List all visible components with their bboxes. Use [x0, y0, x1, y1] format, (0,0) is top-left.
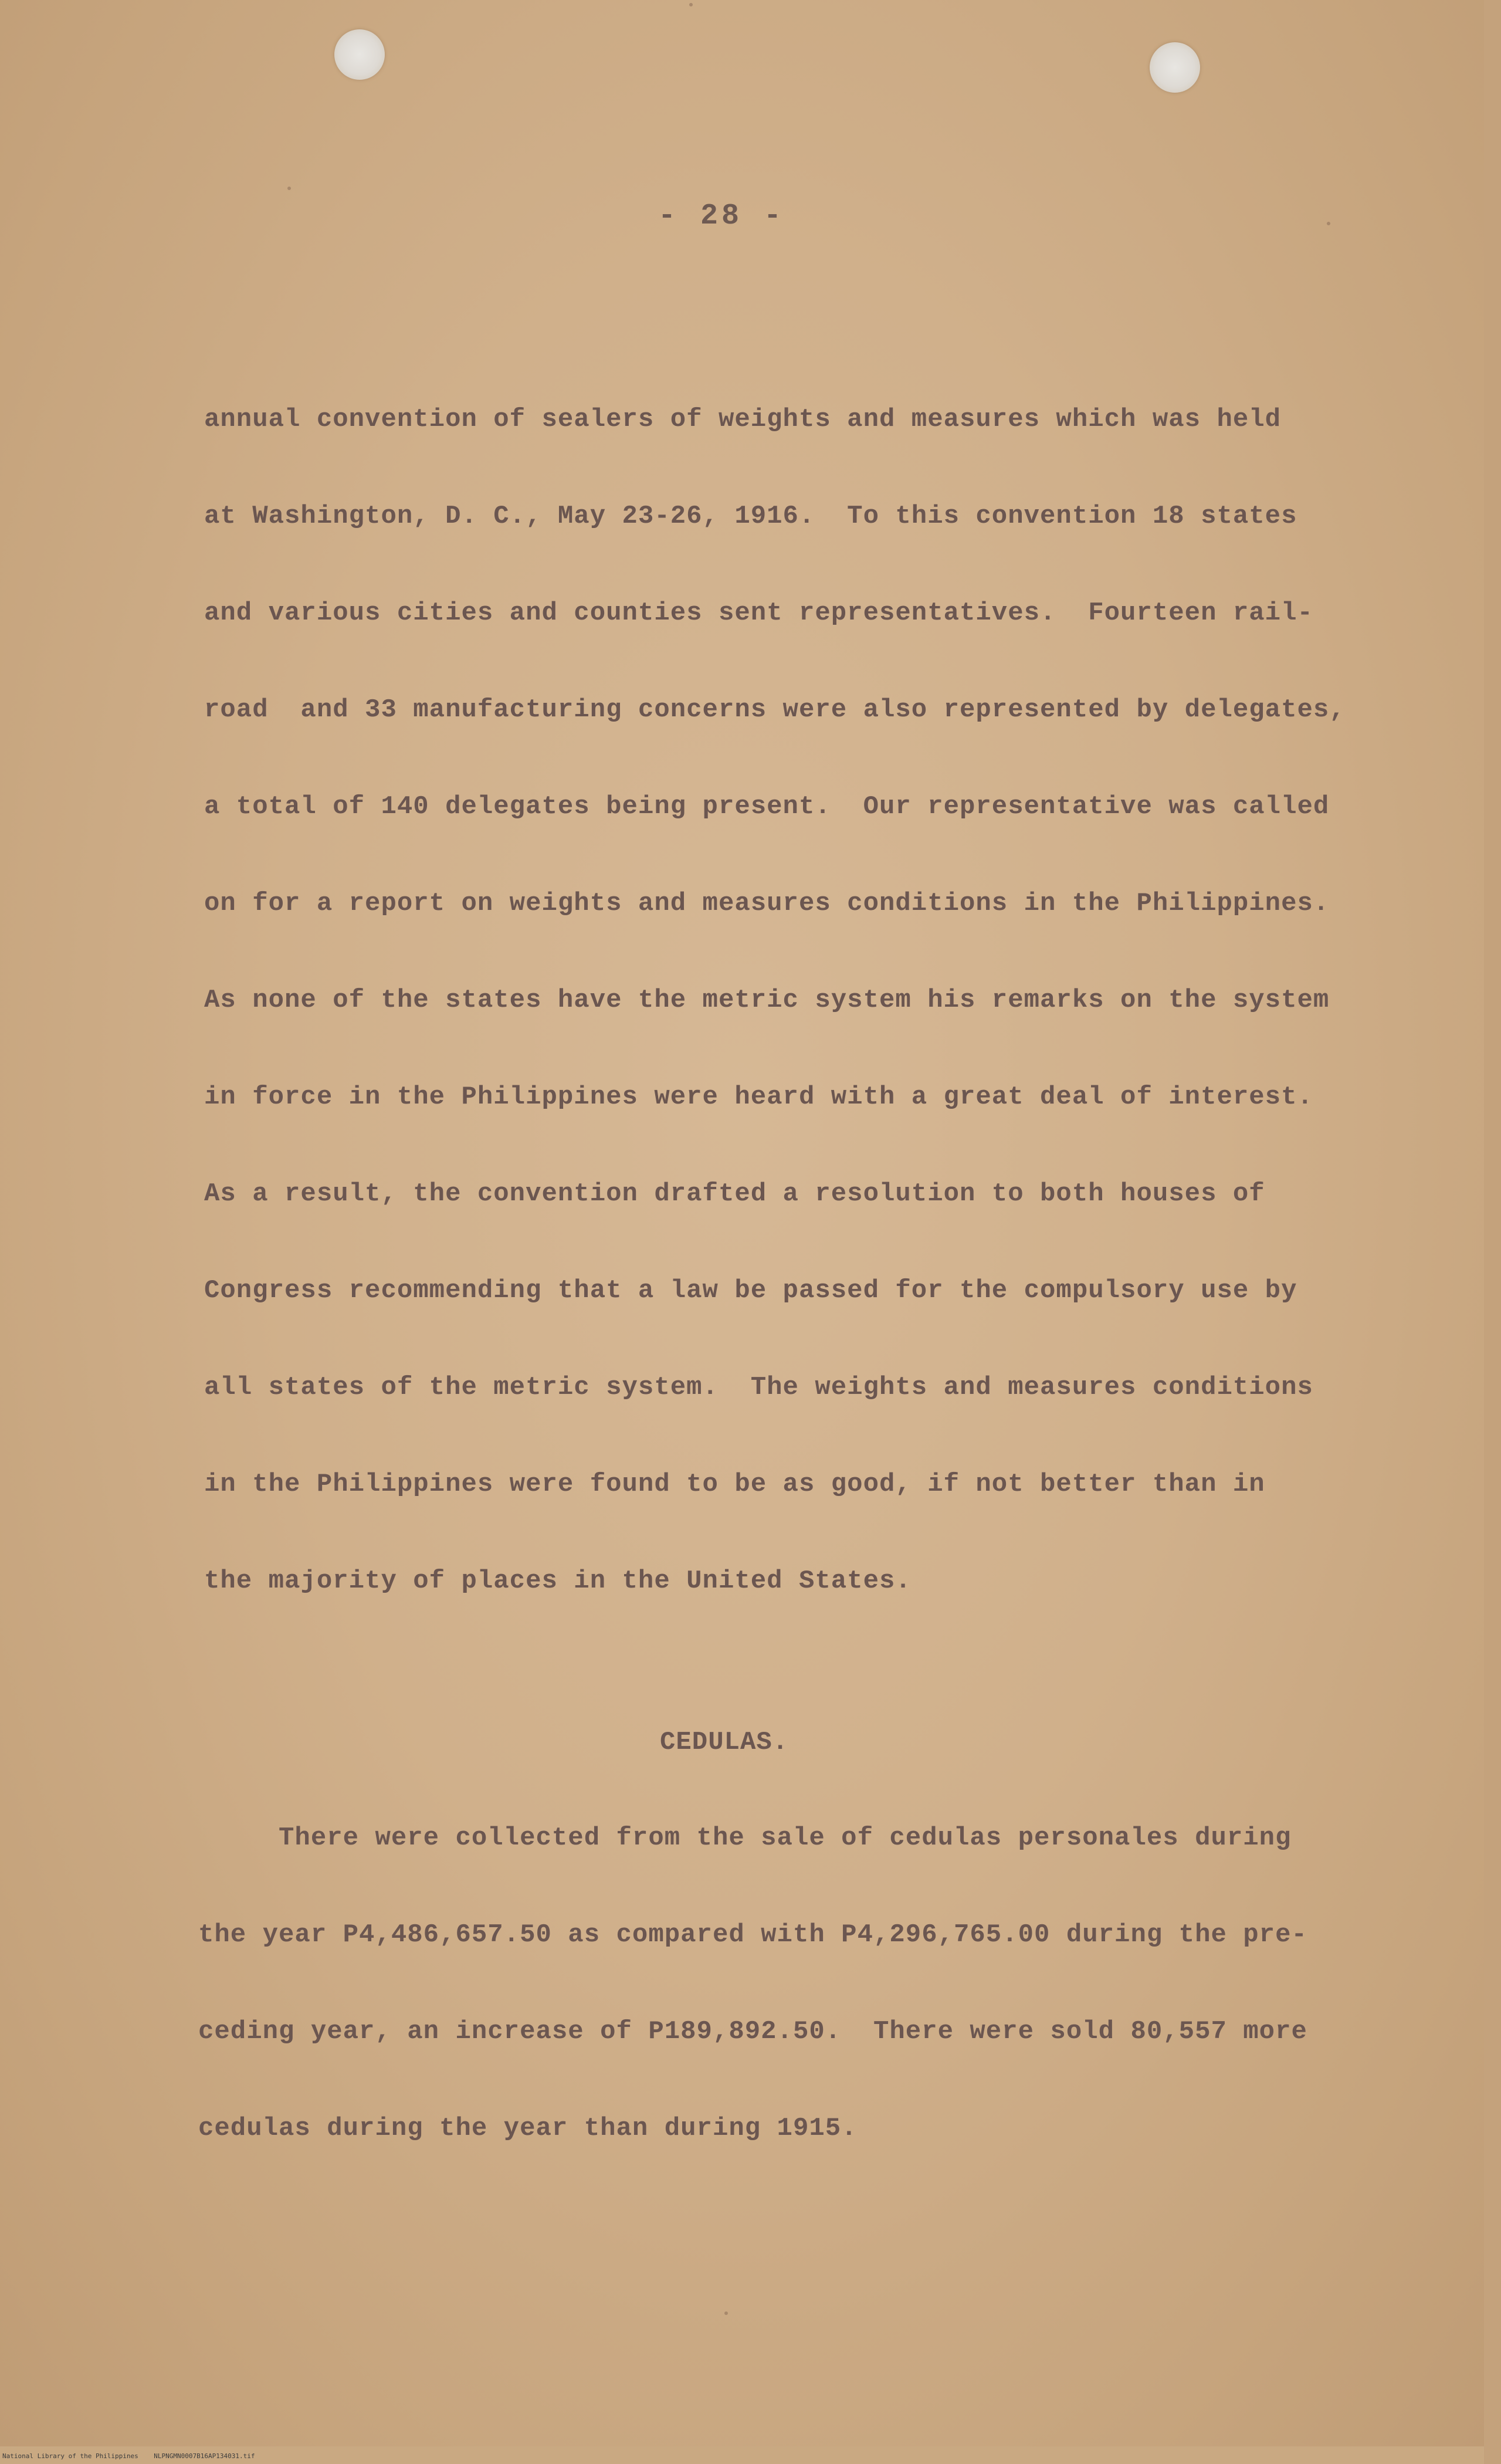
- text-line: As a result, the convention drafted a resolution to both houses of: [204, 1179, 1265, 1209]
- text-line: in the Philippines were found to be as good, if not better than in: [204, 1470, 1265, 1499]
- text-line: at Washington, D. C., May 23-26, 1916. To this convention 18 states: [204, 502, 1297, 531]
- text-line: in force in the Philippines were heard with a great deal of interest.: [204, 1082, 1313, 1112]
- text-line: Congress recommending that a law be passed for the compulsory use by: [204, 1276, 1297, 1305]
- text-line: and various cities and counties sent representatives. Fourteen rail-: [204, 598, 1313, 628]
- text-line: a total of 140 delegates being present. Our representative was called: [204, 792, 1330, 821]
- body-paragraph: [204, 405, 1346, 1596]
- scan-border: [1484, 0, 1501, 2464]
- text-line: cedulas during the year than during 1915.: [198, 2114, 858, 2143]
- text-line: There were collected from the sale of cedulas personales during: [198, 1823, 1292, 1853]
- text-line: the majority of places in the United States.: [204, 1566, 912, 1596]
- text-line: the year P4,486,657.50 as compared with P4,296,765.00 during the pre-: [198, 1920, 1307, 1949]
- section-heading-cedulas: CEDULAS.: [660, 1728, 789, 1757]
- paper-speck: [287, 187, 291, 190]
- cedulas-paragraph: [198, 1823, 1307, 2143]
- text-line: all states of the metric system. The weights and measures conditions: [204, 1373, 1313, 1402]
- page-number: - 28 -: [658, 199, 785, 233]
- punch-hole-right: [1150, 42, 1200, 93]
- scan-credit: National Library of the Philippines NLPNGMN0007B16AP134031.tif: [2, 2452, 255, 2460]
- text-line: road and 33 manufacturing concerns were also represented by delegates,: [204, 695, 1346, 725]
- text-line: As none of the states have the metric system his remarks on the system: [204, 986, 1330, 1015]
- text-line: on for a report on weights and measures conditions in the Philippines.: [204, 889, 1330, 918]
- paper-speck: [689, 3, 693, 6]
- paper-speck: [1327, 222, 1330, 225]
- punch-hole-left: [334, 29, 385, 80]
- text-line: annual convention of sealers of weights and measures which was held: [204, 405, 1282, 434]
- text-line: ceding year, an increase of P189,892.50. There were sold 80,557 more: [198, 2017, 1307, 2046]
- paper-speck: [724, 2311, 728, 2315]
